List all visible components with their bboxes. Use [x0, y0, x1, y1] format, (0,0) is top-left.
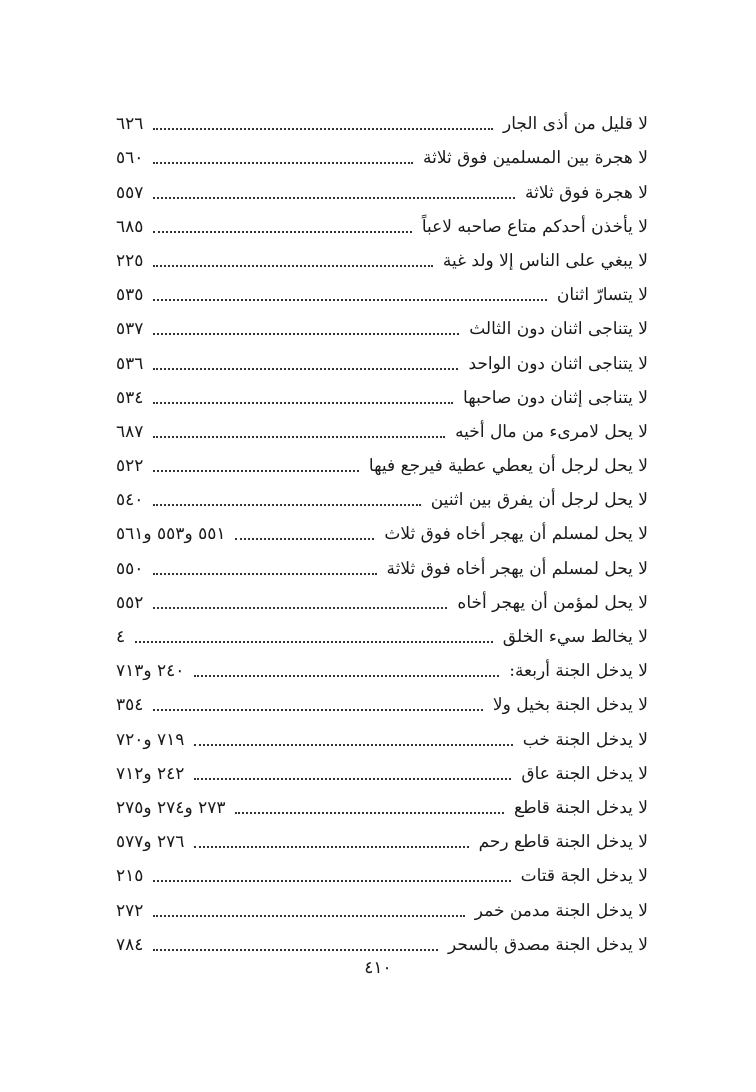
- dot-leader: [153, 368, 458, 370]
- entry-pages: ٥٥٠: [116, 558, 144, 579]
- entry-term: لا يبغي على الناس إلا ولد غية: [442, 250, 648, 271]
- index-entry: [116, 210, 648, 244]
- index-entry: [116, 107, 648, 141]
- index-entry: [116, 893, 648, 927]
- dot-leader: [235, 812, 504, 814]
- dot-leader: [153, 197, 515, 199]
- index-entry: [116, 517, 648, 551]
- entry-term: لا يتناجى اثنان دون الثالث: [469, 319, 648, 340]
- entry-pages: ٦٨٧: [116, 421, 144, 442]
- index-entry: [116, 346, 648, 380]
- entry-pages: ٥٦٠: [116, 148, 144, 169]
- dot-leader: [153, 573, 376, 575]
- index-entry: [116, 688, 648, 722]
- index-entry: [116, 928, 648, 962]
- entry-term: لا يدخل الجنة بخيل ولا: [492, 695, 648, 716]
- index-entry: [116, 415, 648, 449]
- index-list: [116, 107, 648, 962]
- dot-leader: [153, 504, 420, 506]
- entry-term: لا يدخل الجنة قاطع رحم: [478, 832, 648, 853]
- entry-pages: ٧٨٤: [116, 934, 144, 955]
- dot-leader: [194, 675, 499, 677]
- index-entry: [116, 791, 648, 825]
- entry-term: لا يتناجى اثنان دون الواحد: [468, 353, 648, 374]
- entry-term: لا يدخل الجنة مصدق بالسحر: [447, 934, 648, 955]
- page-number: ٤١٠: [364, 958, 392, 978]
- index-entry: [116, 175, 648, 209]
- dot-leader: [153, 607, 447, 609]
- dot-leader: [194, 778, 511, 780]
- entry-term: لا يتناجى إثنان دون صاحبها: [463, 387, 648, 408]
- entry-pages: ٥٣٤: [116, 387, 144, 408]
- entry-term: لا يدخل الجنة أربعة:: [509, 661, 648, 682]
- entry-pages: ٥٢٢: [116, 456, 144, 477]
- index-entry: [116, 141, 648, 175]
- dot-leader: [135, 641, 493, 643]
- entry-term: لا يأخذن أحدكم متاع صاحبه لاعباً: [421, 216, 648, 237]
- entry-term: لا هجرة بين المسلمين فوق ثلاثة: [423, 148, 648, 169]
- entry-term: لا يخالط سيء الخلق: [502, 627, 648, 647]
- entry-term: لا يحل لمسلم أن يهجر أخاه فوق ثلاثة: [386, 558, 648, 579]
- entry-pages: ٢٧٣ و٢٧٤ و٢٧٥: [116, 797, 226, 818]
- index-entry: [116, 483, 648, 517]
- index-entry: [116, 449, 648, 483]
- dot-leader: [153, 162, 413, 164]
- dot-leader: [153, 949, 438, 951]
- entry-pages: ٤: [116, 627, 126, 647]
- entry-term: لا يحل لامرىء من مال أخيه: [455, 421, 648, 442]
- entry-term: لا يدخل الجنة مدمن خمر: [474, 900, 648, 921]
- index-entry: [116, 244, 648, 278]
- entry-term: لا يتسارّ اثنان: [556, 285, 648, 306]
- entry-pages: ٥٥٢: [116, 592, 144, 613]
- index-entry: [116, 654, 648, 688]
- entry-pages: ٥٥٧: [116, 182, 144, 203]
- entry-pages: ٣٥٤: [116, 695, 144, 716]
- entry-term: لا هجرة فوق ثلاثة: [525, 182, 648, 203]
- entry-term: لا يدخل الجنة خب: [522, 729, 648, 750]
- entry-pages: ٢٧٦ و٥٧٧: [116, 832, 185, 853]
- dot-leader: [194, 744, 512, 746]
- index-entry: [116, 757, 648, 791]
- dot-leader: [153, 880, 510, 882]
- index-entry: [116, 381, 648, 415]
- entry-pages: ٥٣٥: [116, 285, 144, 306]
- dot-leader: [235, 538, 374, 540]
- entry-term: لا يحل لمسلم أن يهجر أخاه فوق ثلاث: [384, 524, 648, 545]
- entry-pages: ٢٢٥: [116, 250, 144, 271]
- entry-pages: ٦٢٦: [116, 114, 144, 135]
- index-entry: [116, 551, 648, 585]
- dot-leader: [153, 231, 411, 233]
- dot-leader: [153, 128, 493, 130]
- entry-term: لا يدخل الجنة قاطع: [514, 797, 648, 818]
- index-entry: [116, 620, 648, 654]
- entry-term: لا يدخل الجة قتات: [520, 866, 648, 887]
- entry-pages: ٢٤٢ و٧١٢: [116, 763, 185, 784]
- index-entry: [116, 586, 648, 620]
- entry-term: لا يحل لرجل أن يفرق بين اثنين: [430, 490, 648, 511]
- dot-leader: [153, 470, 358, 472]
- dot-leader: [153, 333, 459, 335]
- dot-leader: [153, 436, 445, 438]
- entry-term: لا قليل من أذى الجار: [503, 114, 648, 135]
- index-entry: [116, 859, 648, 893]
- entry-pages: ٦٨٥: [116, 216, 144, 237]
- entry-pages: ٢٤٠ و٧١٣: [116, 661, 185, 682]
- entry-term: لا يدخل الجنة عاق: [521, 763, 648, 784]
- entry-pages: ٥٤٠: [116, 490, 144, 511]
- entry-term: لا يحل لرجل أن يعطي عطية فيرجع فيها: [368, 456, 648, 477]
- entry-term: لا يحل لمؤمن أن يهجر أخاه: [457, 592, 648, 613]
- dot-leader: [153, 299, 546, 301]
- dot-leader: [153, 915, 464, 917]
- index-entry: [116, 278, 648, 312]
- index-entry: [116, 722, 648, 756]
- dot-leader: [153, 265, 432, 267]
- entry-pages: ٥٣٧: [116, 319, 144, 340]
- entry-pages: ٢٧٢: [116, 900, 144, 921]
- entry-pages: ٥٣٦: [116, 353, 144, 374]
- entry-pages: ٥٥١ و٥٥٣ و٥٦١: [116, 524, 226, 545]
- entry-pages: ٢١٥: [116, 866, 144, 887]
- index-entry: [116, 825, 648, 859]
- dot-leader: [194, 846, 468, 848]
- dot-leader: [153, 709, 483, 711]
- index-entry: [116, 312, 648, 346]
- dot-leader: [153, 402, 453, 404]
- entry-pages: ٧١٩ و٧٢٠: [116, 729, 185, 750]
